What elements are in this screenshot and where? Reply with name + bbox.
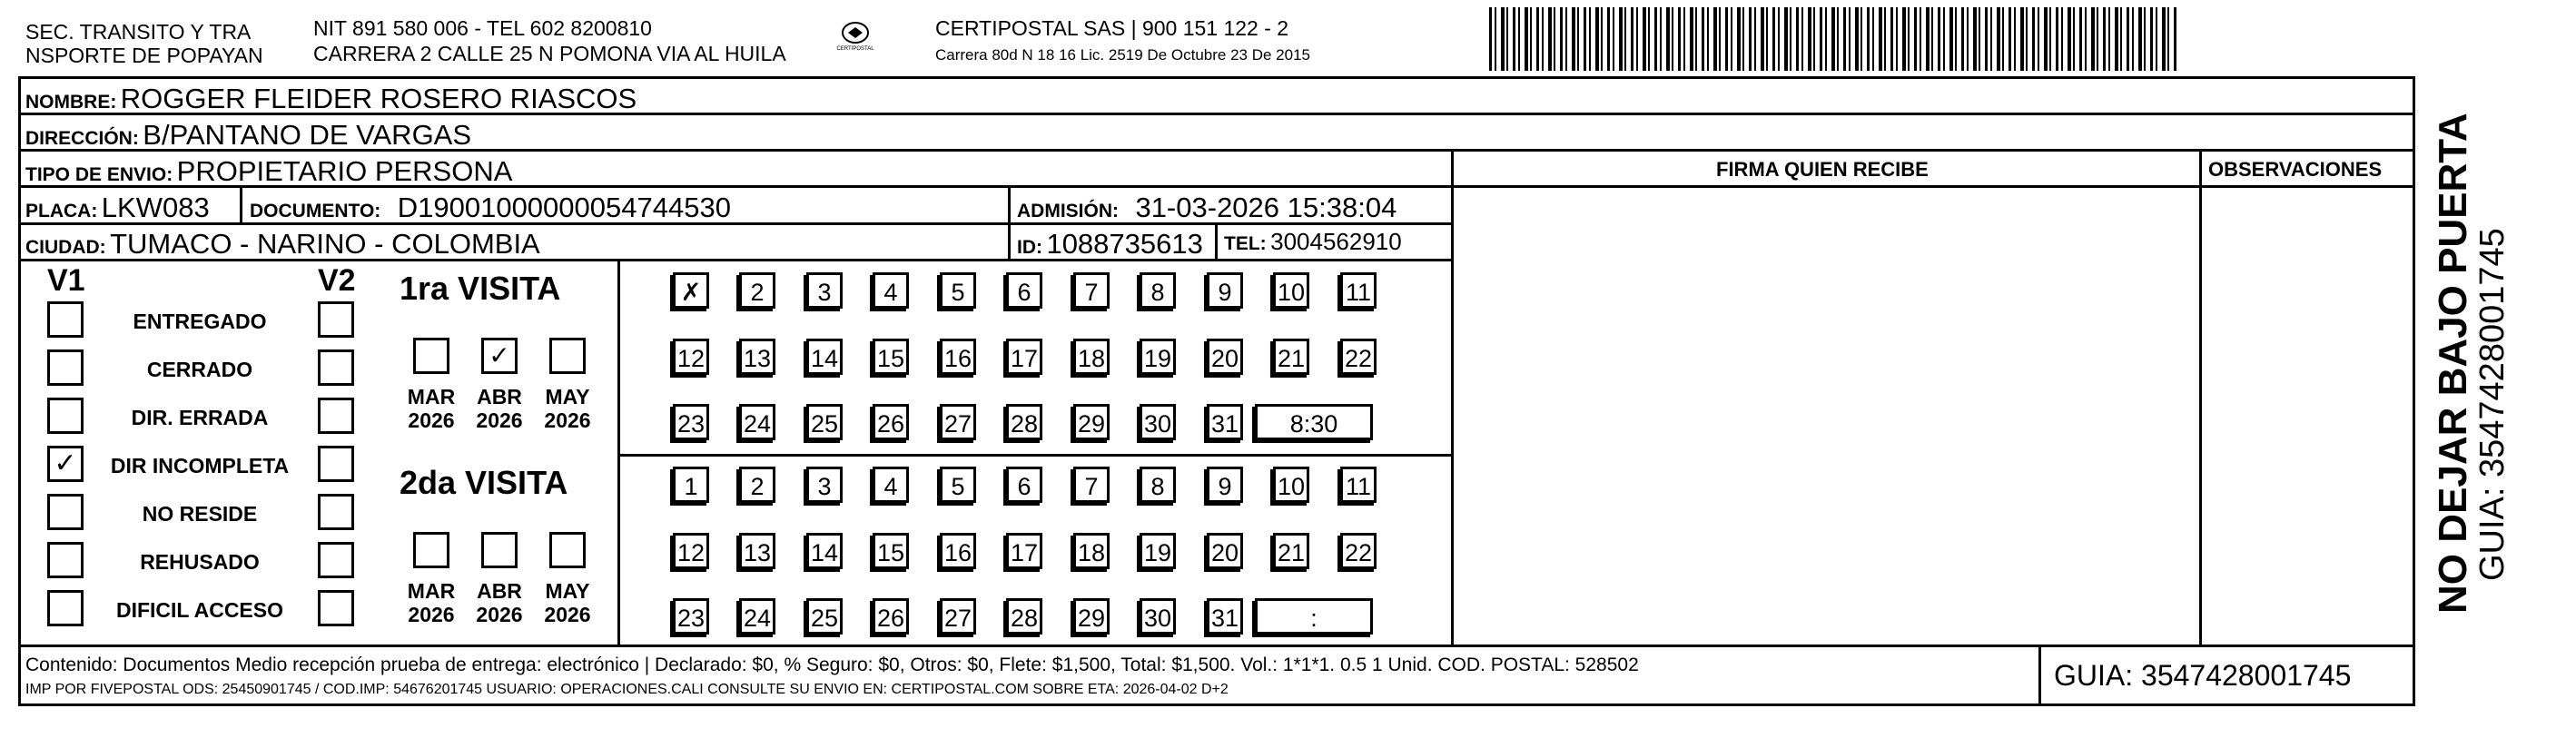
day-box[interactable]: 15 xyxy=(873,339,909,375)
document-label: DOCUMENTO: xyxy=(250,201,381,221)
plate-label: PLACA: xyxy=(25,201,98,221)
status-label: ENTREGADO xyxy=(133,310,267,333)
v2-header: V2 xyxy=(318,263,356,298)
divider xyxy=(2199,149,2202,646)
day-box[interactable]: 12 xyxy=(673,339,709,375)
day-box[interactable]: 3 xyxy=(806,467,843,503)
city-label: CIUDAD: xyxy=(25,237,106,258)
second-visit-title: 2da VISITA xyxy=(400,464,568,501)
v2-checkbox[interactable] xyxy=(318,301,354,338)
day-box[interactable]: 26 xyxy=(873,598,909,635)
plate-value: LKW083 xyxy=(101,192,210,223)
day-box[interactable]: 7 xyxy=(1073,272,1110,309)
day-box[interactable]: 11 xyxy=(1340,272,1377,309)
address-row xyxy=(25,121,471,149)
divider xyxy=(18,645,2415,647)
day-box[interactable]: 10 xyxy=(1273,272,1309,309)
day-box[interactable]: 16 xyxy=(940,339,976,375)
divider xyxy=(1451,149,1454,646)
day-box[interactable]: 25 xyxy=(806,598,843,635)
certipostal-logo xyxy=(834,20,877,53)
day-box[interactable]: 4 xyxy=(873,272,909,309)
day-box[interactable]: 1 xyxy=(673,467,709,503)
v2-checkbox[interactable] xyxy=(318,446,354,482)
shipping-type-row xyxy=(25,157,512,185)
side-guide-number: GUIA: 3547428001745 xyxy=(2473,228,2512,581)
month-checkbox[interactable] xyxy=(549,338,586,374)
sender-name-line2: NSPORTE DE POPAYAN xyxy=(25,44,263,67)
day-box[interactable]: ✗ xyxy=(673,272,709,309)
time-box[interactable]: : xyxy=(1255,598,1373,635)
v1-checkbox[interactable] xyxy=(47,590,84,626)
day-box[interactable]: 31 xyxy=(1207,404,1243,440)
signature-header: FIRMA QUIEN RECIBE xyxy=(1716,158,1929,181)
day-box[interactable]: 14 xyxy=(806,533,843,569)
day-box[interactable]: 13 xyxy=(739,339,775,375)
day-box[interactable]: 31 xyxy=(1207,598,1243,635)
day-box[interactable]: 17 xyxy=(1006,339,1042,375)
admission-value: 31-03-2026 15:38:04 xyxy=(1135,192,1397,223)
city-field xyxy=(25,230,540,258)
status-label: DIR INCOMPLETA xyxy=(110,454,290,477)
print-info-line: IMP POR FIVEPOSTAL ODS: 25450901745 / COD.IMP: 54676201745 USUARIO: OPERACIONES.CALI CONSULTE SU ENVIO EN: CERTIPOSTAL.COM SOBRE ETA: 2026-04-02 D+2 xyxy=(25,682,1229,697)
status-label: CERRADO xyxy=(146,358,253,381)
id-label: ID: xyxy=(1017,237,1042,258)
day-box[interactable]: 8 xyxy=(1140,467,1176,503)
logo-text: CERTIPOSTAL xyxy=(836,46,874,52)
name-row xyxy=(25,84,637,113)
day-box[interactable]: 25 xyxy=(806,404,843,440)
shipping-type-value: PROPIETARIO PERSONA xyxy=(176,155,513,187)
day-box[interactable]: 9 xyxy=(1207,272,1243,309)
id-value: 1088735613 xyxy=(1046,228,1203,260)
company-license: Carrera 80d N 18 16 Lic. 2519 De Octubre 23 De 2015 xyxy=(935,46,1310,64)
footer-guide-number: GUIA: 3547428001745 xyxy=(2054,659,2352,692)
address-label: DIRECCIÓN: xyxy=(25,128,139,149)
day-box[interactable]: 3 xyxy=(806,272,843,309)
month-checkbox[interactable]: ✓ xyxy=(481,338,518,374)
v1-checkbox[interactable] xyxy=(47,398,84,434)
day-box[interactable]: 15 xyxy=(873,533,909,569)
contents-line: Contenido: Documentos Medio recepción prueba de entrega: electrónico | Declarado: $0, % Seguro: $0, Otros: $0, Flete: $1,500, Total: $1,500. Vol.: 1*1*1. 0.5 1 Unid. COD. POSTAL: 528502 xyxy=(25,654,1639,675)
day-box[interactable]: 6 xyxy=(1006,272,1042,309)
month-checkbox[interactable] xyxy=(481,532,518,568)
divider xyxy=(617,454,1453,457)
tel-label: TEL: xyxy=(1224,233,1267,254)
name-label: NOMBRE: xyxy=(25,92,117,113)
day-box[interactable]: 6 xyxy=(1006,467,1042,503)
day-box[interactable]: 18 xyxy=(1073,533,1110,569)
day-box[interactable]: 19 xyxy=(1140,533,1176,569)
day-box[interactable]: 21 xyxy=(1273,339,1309,375)
month-checkbox[interactable] xyxy=(413,532,449,568)
v2-checkbox[interactable] xyxy=(318,398,354,434)
day-box[interactable]: 23 xyxy=(673,598,709,635)
sender-name-line1: SEC. TRANSITO Y TRA xyxy=(25,20,252,44)
day-box[interactable]: 30 xyxy=(1140,598,1176,635)
day-box[interactable]: 11 xyxy=(1340,467,1377,503)
day-box[interactable]: 18 xyxy=(1073,339,1110,375)
day-box[interactable]: 17 xyxy=(1006,533,1042,569)
day-box[interactable]: 2 xyxy=(739,272,775,309)
divider xyxy=(240,185,242,223)
month-label: MAR 2026 xyxy=(407,579,456,627)
day-box[interactable]: 12 xyxy=(673,533,709,569)
day-box[interactable]: 5 xyxy=(940,272,976,309)
day-box[interactable]: 14 xyxy=(806,339,843,375)
divider xyxy=(1008,185,1011,260)
day-box[interactable]: 2 xyxy=(739,467,775,503)
v2-checkbox[interactable] xyxy=(318,494,354,530)
day-box[interactable]: 27 xyxy=(940,404,976,440)
month-checkbox[interactable] xyxy=(549,532,586,568)
v1-checkbox[interactable]: ✓ xyxy=(47,446,84,482)
sender-address: CARRERA 2 CALLE 25 N POMONA VIA AL HUILA xyxy=(313,42,786,65)
month-label: ABR 2026 xyxy=(476,385,523,433)
v2-checkbox[interactable] xyxy=(318,542,354,578)
v2-checkbox[interactable] xyxy=(318,590,354,626)
company-info: CERTIPOSTAL SAS | 900 151 122 - 2 xyxy=(935,16,1289,40)
time-box[interactable]: 8:30 xyxy=(1255,404,1373,440)
document-value: D19001000000054744530 xyxy=(397,192,731,223)
day-box[interactable]: 29 xyxy=(1073,404,1110,440)
v1-checkbox[interactable] xyxy=(47,301,84,338)
v1-checkbox[interactable] xyxy=(47,349,84,386)
admission-field xyxy=(1017,193,1397,221)
month-label: MAY 2026 xyxy=(544,385,591,433)
day-box[interactable]: 4 xyxy=(873,467,909,503)
status-label: DIR. ERRADA xyxy=(131,406,269,429)
divider xyxy=(1215,222,1218,260)
day-box[interactable]: 5 xyxy=(940,467,976,503)
day-box[interactable]: 9 xyxy=(1207,467,1243,503)
day-box[interactable]: 8 xyxy=(1140,272,1176,309)
name-value: ROGGER FLEIDER ROSERO RIASCOS xyxy=(120,83,637,114)
day-box[interactable]: 20 xyxy=(1207,339,1243,375)
day-box[interactable]: 16 xyxy=(940,533,976,569)
observations-header: OBSERVACIONES xyxy=(2208,158,2383,181)
shipping-type-label: TIPO DE ENVIO: xyxy=(25,164,173,185)
day-box[interactable]: 13 xyxy=(739,533,775,569)
id-field xyxy=(1017,230,1203,258)
plate-field xyxy=(25,193,210,221)
status-label: NO RESIDE xyxy=(142,502,258,526)
day-box[interactable]: 22 xyxy=(1340,339,1377,375)
day-box[interactable]: 28 xyxy=(1006,404,1042,440)
day-box[interactable]: 28 xyxy=(1006,598,1042,635)
first-visit-title: 1ra VISITA xyxy=(400,270,561,307)
divider xyxy=(2038,645,2041,706)
day-box[interactable]: 26 xyxy=(873,404,909,440)
barcode xyxy=(1489,7,2179,71)
month-label: MAY 2026 xyxy=(544,579,591,627)
sender-nit: NIT 891 580 006 - TEL 602 8200810 xyxy=(313,16,652,40)
month-label: MAR 2026 xyxy=(407,385,456,433)
day-box[interactable]: 23 xyxy=(673,404,709,440)
v1-checkbox[interactable] xyxy=(47,542,84,578)
v1-checkbox[interactable] xyxy=(47,494,84,530)
day-box[interactable]: 10 xyxy=(1273,467,1309,503)
day-box[interactable]: 19 xyxy=(1140,339,1176,375)
day-box[interactable]: 7 xyxy=(1073,467,1110,503)
tel-value: 3004562910 xyxy=(1270,228,1402,255)
address-value: B/PANTANO DE VARGAS xyxy=(143,119,472,151)
document-field xyxy=(250,193,731,221)
v1-header: V1 xyxy=(47,263,85,298)
day-box[interactable]: 29 xyxy=(1073,598,1110,635)
status-label: REHUSADO xyxy=(140,550,260,574)
tel-field xyxy=(1224,230,1402,253)
divider xyxy=(617,259,620,645)
day-box[interactable]: 20 xyxy=(1207,533,1243,569)
day-box[interactable]: 27 xyxy=(940,598,976,635)
day-box[interactable]: 21 xyxy=(1273,533,1309,569)
admission-label: ADMISIÓN: xyxy=(1017,201,1119,221)
month-checkbox[interactable] xyxy=(413,338,449,374)
city-value: TUMACO - NARINO - COLOMBIA xyxy=(110,228,540,260)
no-dejar-warning: NO DEJAR BAJO PUERTA xyxy=(2431,113,2475,614)
status-label: DIFICIL ACCESO xyxy=(115,598,283,622)
v2-checkbox[interactable] xyxy=(318,349,354,386)
day-box[interactable]: 30 xyxy=(1140,404,1176,440)
day-box[interactable]: 24 xyxy=(739,404,775,440)
day-box[interactable]: 24 xyxy=(739,598,775,635)
day-box[interactable]: 22 xyxy=(1340,533,1377,569)
month-label: ABR 2026 xyxy=(476,579,523,627)
